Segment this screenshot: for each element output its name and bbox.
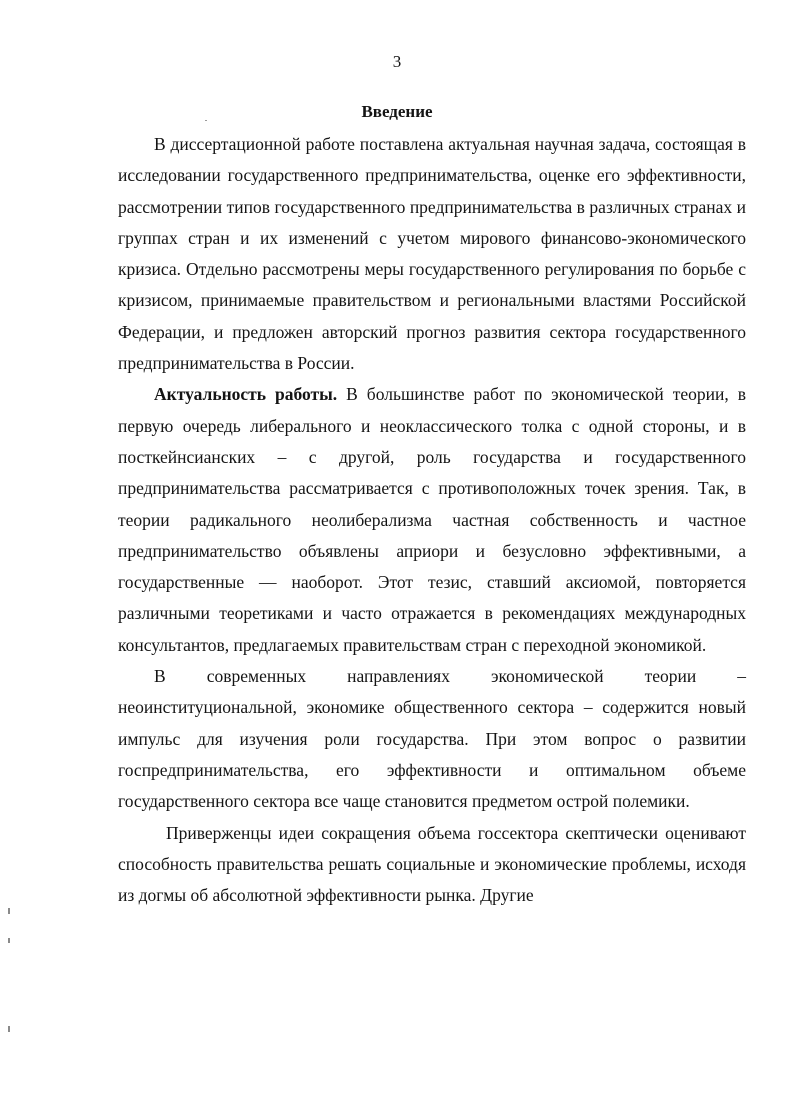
paragraph-relevance <box>118 379 746 661</box>
paragraph-supporters <box>118 818 746 912</box>
paragraph-lead: Актуальность работы. <box>154 384 338 405</box>
section-heading: Введение <box>361 102 433 121</box>
paragraph-modern-theory <box>118 661 746 817</box>
paragraph-text: В современных направлениях экономической теории – неоинституциональной, экономике общественного сектора – содержится новый импульс для изучения роли государства. При этом вопрос о развитии госпредпринимательства, его эффективности и оптимальном объеме государственного сектора все чаще становится предметом острой полемики. <box>118 666 746 812</box>
scan-mark <box>8 908 10 914</box>
paragraph-intro <box>118 129 746 379</box>
scan-mark <box>8 1026 10 1032</box>
paragraph-text: В диссертационной работе поставлена актуальная научная задача, состоящая в исследовании государственного предпринимательства, оценке его эффективности, рассмотрении типов государственного предпринимательства в различных странах и группах стран и их изменений с учетом мирового финансово-экономического кризиса. Отдельно рассмотрены меры государственного регулирования по борьбе с кризисом, принимаемые правительством и региональными властями Российской Федерации, и предложен авторский прогноз развития сектора государственного предпринимательства в России. <box>118 134 746 374</box>
scan-dot <box>205 120 207 121</box>
scan-mark <box>8 938 10 943</box>
page-number: 3 <box>392 52 402 71</box>
paragraph-text: В большинстве работ по экономической теории, в первую очередь либерального и неоклассического толка с одной стороны, и в посткейнсианских – с другой, роль государства и государственного предпринимательства рассматривается с противоположных точек зрения. Так, в теории радикального неолиберализма частная собственность и частное предпринимательство объявлены априори и безусловно эффективными, а государственные — наоборот. Этот тезис, ставший аксиомой, повторяется различными теоретиками и часто отражается в рекомендациях международных консультантов, предлагаемых правительствам стран с переходной экономикой. <box>118 384 746 655</box>
paragraph-text: Приверженцы идеи сокращения объема госсектора скептически оценивают способность правительства решать социальные и экономические проблемы, исходя из догмы об абсолютной эффективности рынка. Другие <box>118 822 746 906</box>
document-body <box>118 129 746 911</box>
